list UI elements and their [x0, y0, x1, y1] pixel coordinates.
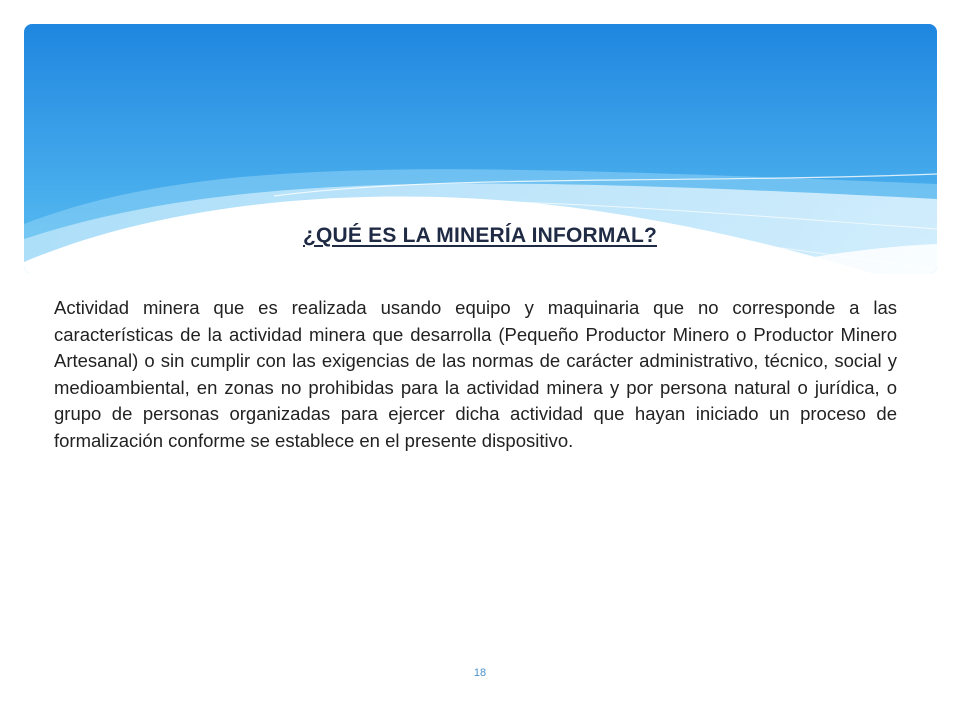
definition-paragraph: Actividad minera que es realizada usando equipo y maquinaria que no corresponde a las características de la actividad minera que desarrolla (Pequeño Productor Minero o Productor Minero Artesanal) o sin cumplir con las exigencias de las normas de carácter administrativo, técnico, social y medioambiental, en zonas no prohibidas para la actividad minera y por persona natural o jurídica, o grupo de personas organizadas para ejercer dicha actividad que hayan iniciado un proceso de formalización conforme se establece en el presente dispositivo.	[54, 297, 897, 451]
slide-title: ¿QUÉ ES LA MINERÍA INFORMAL?	[302, 224, 658, 247]
page-number: 18	[473, 667, 487, 679]
